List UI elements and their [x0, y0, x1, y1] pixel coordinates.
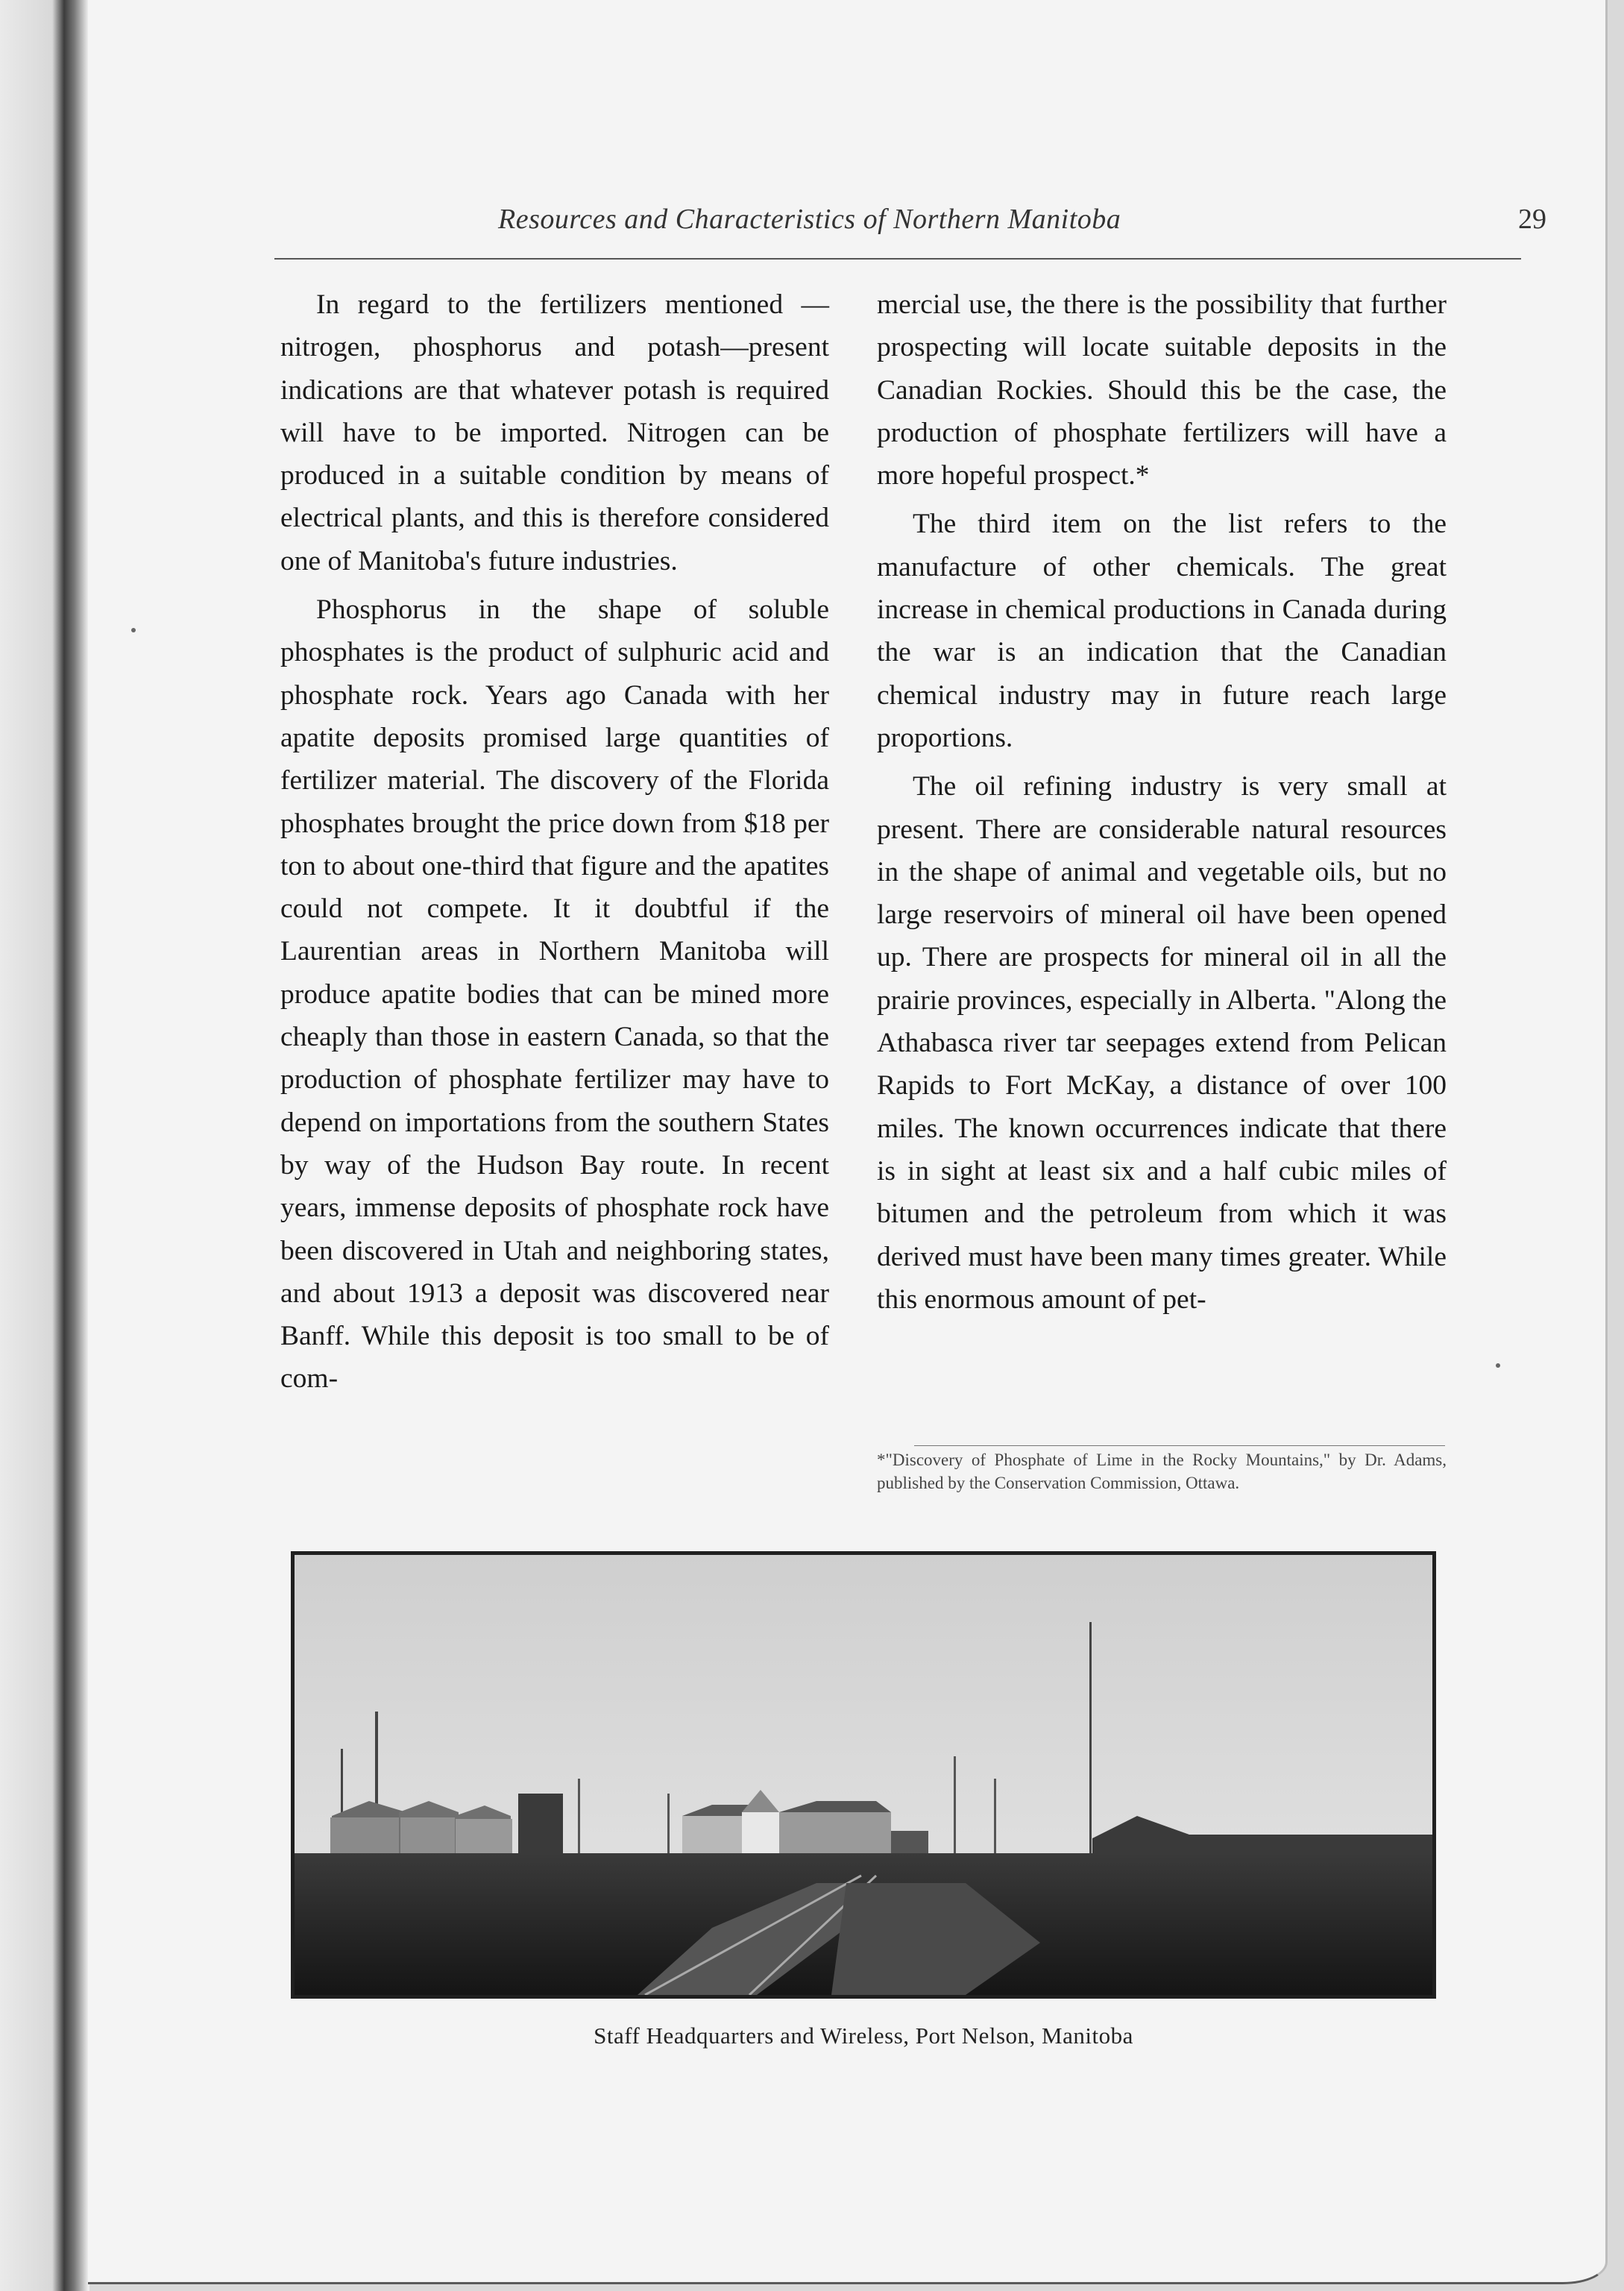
- footnote-rule: [914, 1445, 1445, 1446]
- right-paragraph-chemicals: The third item on the list refers to the manufacture of other chemicals. The great increase in chemical productions in Canada during the war is an indication that the Canadian chemical industry may in future reach large proportions.: [877, 509, 1447, 753]
- speck: [131, 628, 136, 632]
- left-paragraph-fertilizers: In regard to the fertilizers mentioned —nitrogen, phosphorus and potash—present indications are that whatever potash is required will have to be imported. Nitrogen can be produced in a suitable condition by means of electrical plants, and this is therefore considered one of Manitoba's future industries.: [280, 289, 829, 576]
- photo-caption: Staff Headquarters and Wireless, Port Nelson, Manitoba: [594, 2023, 1133, 2049]
- left-paragraph-phosphorus: Phosphorus in the shape of soluble phosphates is the product of sulphuric acid and phosphate rock. Years ago Canada with her apatite deposits promised large quantities of fertilizer material. The discovery of the Florida phosphates brought the price down from $18 per ton to about one-third that figure and the apatites could not compete. It it doubtful if the Laurentian areas in Northern Manitoba will produce apatite bodies that can be mined more cheaply than those in eastern Canada, so that the production of phosphate fertilizer may have to depend on importations from the southern States by way of the Hudson Bay route. In recent years, immense deposits of phosphate rock have been discovered in Utah and neighboring states, and about 1913 a deposit was discovered near Banff. While this deposit is too small to be of com-: [280, 594, 829, 1395]
- photograph-port-nelson: [291, 1551, 1436, 1999]
- right-paragraph-oil-refining: The oil refining industry is very small at present. There are considerable natural resources in the shape of animal and vegetable oils, but no large reservoirs of mineral oil have been opened up. There are prospects for mineral oil in all the prairie provinces, especially in Alberta. "Along the Athabasca river tar seepages extend from Pelican Rapids to Fort McKay, a distance of over 100 miles. The known occurrences indicate that there is in sight at least six and a half cubic miles of bitumen and the petroleum from which it was derived must have been many times greater. While this enormous amount of pet-: [877, 771, 1447, 1315]
- speck: [1496, 1363, 1500, 1368]
- book-page: [88, 0, 1608, 2284]
- footnote: *"Discovery of Phosphate of Lime in the Rocky Mountains," by Dr. Adams, published by the Conservation Commission, Ottawa.: [877, 1451, 1447, 1492]
- running-title: Resources and Characteristics of Northern Manitoba: [498, 204, 1121, 235]
- left-column: [280, 283, 829, 1401]
- right-paragraph-continuation: mercial use, the there is the possibility that further prospecting will locate suitable deposits in the Canadian Rockies. Should this be the case, the production of phosphate fertilizers will have a more hopeful prospect.*: [877, 289, 1447, 491]
- scan-binding-edge: [0, 0, 89, 2291]
- header-rule: [274, 258, 1521, 260]
- right-column: [877, 283, 1447, 1321]
- photograph-illustration: [295, 1555, 1432, 1995]
- page-number: 29: [1518, 204, 1546, 235]
